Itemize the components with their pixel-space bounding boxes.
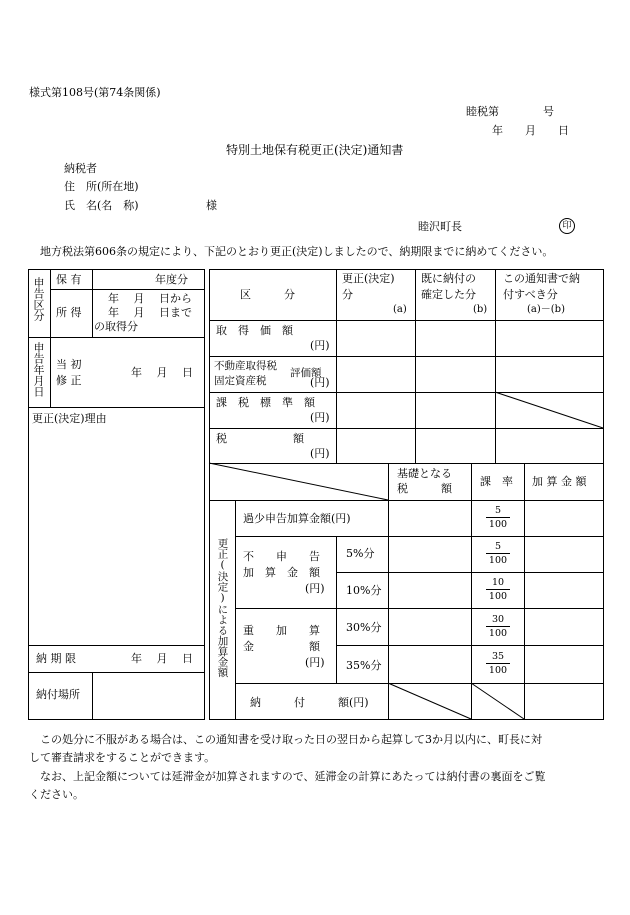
- addition-amount-header: 加 算 金 額: [532, 475, 587, 488]
- row-tax-amount-unit: (円): [310, 447, 330, 460]
- no-declaration-unit: (円): [305, 582, 325, 595]
- declared-date-label: 申告年月日: [32, 342, 45, 397]
- col-c-mark: (a)－(b): [527, 304, 565, 315]
- acquisition-suffix: の取得分: [94, 320, 138, 333]
- no-declaration-label-2: 加 算 金 額: [243, 566, 320, 579]
- declaration-class-label: 申告区分: [32, 277, 45, 321]
- heavy-addition-label-2: 金 額: [243, 640, 320, 653]
- initial-label: 当 初: [56, 358, 82, 371]
- row-acquisition-price: 取 得 価 額: [216, 324, 293, 337]
- under-declaration-label: 過少申告加算金額(円): [243, 512, 351, 525]
- row-tax-amount: 税 額: [216, 432, 304, 445]
- base-tax-header-2: 税 額: [397, 482, 452, 495]
- col-c-header-2: 付すべき分: [503, 288, 558, 301]
- acquisition-label: 所 得: [56, 306, 82, 319]
- no-declaration-label-1: 不 申 告: [243, 550, 320, 563]
- col-a-mark: (a): [393, 304, 407, 315]
- rate-fraction-5: 5 100: [486, 541, 510, 566]
- reason-label: 更正(決定)理由: [32, 412, 107, 425]
- addition-vertical-label: 更正(決定)による加算金額: [216, 538, 229, 678]
- heavy-addition-label-1: 重 加 算: [243, 624, 320, 637]
- col-b-header-2: 確定した分: [421, 288, 476, 301]
- row-real-estate-2: 固定資産税: [214, 375, 267, 387]
- rate-fraction-under: 5 100: [486, 505, 510, 530]
- due-date-label: 納 期 限: [36, 652, 76, 665]
- form-number: 様式第108号(第74条関係): [29, 86, 161, 99]
- pct-35: 35%分: [346, 659, 382, 672]
- holding-label: 保 有: [56, 273, 82, 286]
- declared-date-value: 年 月 日: [131, 366, 193, 379]
- row-valuation-unit: (円): [310, 376, 330, 389]
- payment-place-label: 納付場所: [36, 688, 80, 701]
- rate-fraction-35: 35 100: [486, 651, 510, 676]
- acquisition-from: 年 月 日から: [108, 292, 192, 305]
- col-b-mark: (b): [473, 304, 488, 315]
- base-tax-header-1: 基礎となる: [397, 467, 452, 480]
- footer-paragraph-1-line-1: この処分に不服がある場合は、この通知書を受け取った日の翌日から起算して3か月以内に、町長に対: [40, 733, 542, 746]
- row-tax-standard: 課 税 標 準 額: [216, 396, 315, 409]
- heavy-addition-unit: (円): [305, 656, 325, 669]
- pct-10: 10%分: [346, 584, 382, 597]
- col-c-header-1: この通知書で納: [503, 272, 580, 285]
- row-tax-standard-unit: (円): [310, 411, 330, 424]
- address-label: 住 所(所在地): [64, 180, 139, 193]
- rate-header: 課 率: [480, 475, 513, 488]
- footer-paragraph-2-line-1: なお、上記金額については延滞金が加算されますので、延滞金の計算にあたっては納付書の裏面をご覧: [40, 770, 546, 783]
- rate-fraction-10: 10 100: [486, 577, 510, 602]
- row-real-estate-1: 不動産取得税: [214, 360, 277, 372]
- row-valuation: 評価額: [290, 367, 322, 379]
- honorific: 様: [206, 199, 217, 212]
- seal-mark: 印: [559, 218, 575, 234]
- class-header: 区 分: [240, 288, 295, 301]
- col-a-header-2: 分: [342, 288, 353, 301]
- acquisition-to: 年 月 日まで: [108, 306, 192, 319]
- footer-paragraph-2-line-2: ください。: [29, 788, 84, 801]
- footer-paragraph-1-line-2: して審査請求をすることができます。: [29, 751, 216, 764]
- pct-30: 30%分: [346, 621, 382, 634]
- pct-5: 5%分: [346, 547, 375, 560]
- issuer-name: 睦沢町長: [418, 220, 462, 233]
- issue-date: 年 月 日: [492, 124, 569, 137]
- holding-year: 年度分: [155, 273, 188, 286]
- payment-amount-label: 納 付 額(円): [250, 696, 369, 709]
- revised-label: 修 正: [56, 374, 82, 387]
- document-title: 特別土地保有税更正(決定)通知書: [226, 143, 404, 157]
- col-b-header-1: 既に納付の: [421, 272, 476, 285]
- taxpayer-label: 納税者: [64, 162, 97, 175]
- col-a-header-1: 更正(決定): [342, 272, 395, 285]
- document-number: 睦税第 号: [466, 105, 554, 118]
- intro-text: 地方税法第606条の規定により、下記のとおり更正(決定)しましたので、納期限までに納めてください。: [40, 245, 554, 258]
- rate-fraction-30: 30 100: [486, 614, 510, 639]
- row-acquisition-price-unit: (円): [310, 339, 330, 352]
- due-date-value: 年 月 日: [131, 652, 193, 665]
- name-label: 氏 名(名 称): [64, 199, 139, 212]
